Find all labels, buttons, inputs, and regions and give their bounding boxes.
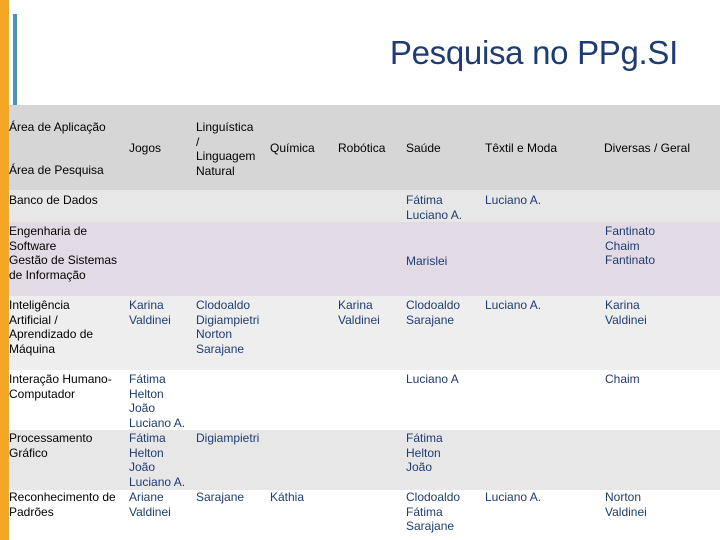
cell-ia-jogos: Karina Valdinei bbox=[129, 298, 171, 327]
header-area-aplicacao: Área de Aplicação bbox=[9, 120, 106, 134]
cell-padroes-linguistica: Sarajane bbox=[196, 490, 245, 504]
cell-engenharia-saude: Marislei bbox=[406, 254, 448, 268]
accent-bar-orange bbox=[0, 0, 9, 540]
cell-banco-saude: Fátima Luciano A. bbox=[406, 193, 463, 222]
row-label-ihc: Interação Humano- Computador bbox=[9, 372, 112, 401]
cell-engenharia-diversas: Fantinato Chaim Fantinato bbox=[605, 224, 656, 268]
row-label-engenharia: Engenharia de Software Gestão de Sistemas de Informação bbox=[9, 224, 118, 282]
research-table bbox=[9, 105, 720, 540]
cell-ihc-jogos: Fátima Helton João Luciano A. bbox=[129, 372, 186, 430]
cell-padroes-quimica: Káthia bbox=[270, 490, 305, 504]
row-label-banco: Banco de Dados bbox=[9, 193, 98, 207]
header-area-pesquisa: Área de Pesquisa bbox=[9, 163, 104, 177]
header-col-saude: Saúde bbox=[406, 141, 441, 155]
slide-title: Pesquisa no PPg.SI bbox=[389, 34, 678, 71]
cell-ia-diversas: Karina Valdinei bbox=[605, 298, 647, 327]
cell-ia-textil: Luciano A. bbox=[485, 298, 542, 312]
header-col-robotica: Robótica bbox=[338, 141, 386, 155]
cell-padroes-jogos: Ariane Valdinei bbox=[129, 490, 171, 519]
cell-padroes-saude: Clodoaldo Fátima Sarajane bbox=[406, 490, 461, 534]
row-band-grafico bbox=[9, 430, 720, 490]
cell-ia-linguistica: Clodoaldo Digiampietri Norton Sarajane bbox=[196, 298, 260, 356]
header-col-textil: Têxtil e Moda bbox=[485, 141, 558, 155]
cell-ihc-saude: Luciano A bbox=[406, 372, 459, 386]
cell-banco-textil: Luciano A. bbox=[485, 193, 542, 207]
cell-grafico-linguistica: Digiampietri bbox=[196, 431, 260, 445]
row-label-grafico: Processamento Gráfico bbox=[9, 431, 93, 460]
cell-padroes-diversas: Norton Valdinei bbox=[605, 490, 647, 519]
header-col-diversas: Diversas / Geral bbox=[604, 141, 691, 155]
cell-grafico-saude: Fátima Helton João bbox=[406, 431, 443, 475]
header-col-jogos: Jogos bbox=[129, 141, 162, 155]
row-label-ia: Inteligência Artificial / Aprendizado de Máquina bbox=[9, 298, 94, 356]
cell-ihc-diversas: Chaim bbox=[605, 372, 640, 386]
cell-padroes-textil: Luciano A. bbox=[485, 490, 542, 504]
cell-ia-saude: Clodoaldo Sarajane bbox=[406, 298, 461, 327]
cell-ia-robotica: Karina Valdinei bbox=[338, 298, 380, 327]
accent-bar-blue bbox=[13, 14, 17, 110]
header-col-linguistica: Linguística / Linguagem Natural bbox=[196, 120, 256, 178]
cell-grafico-jogos: Fátima Helton João Luciano A. bbox=[129, 431, 186, 489]
row-band-banco bbox=[9, 190, 720, 222]
header-col-quimica: Química bbox=[270, 141, 315, 155]
row-label-padroes: Reconhecimento de Padrões bbox=[9, 490, 116, 519]
